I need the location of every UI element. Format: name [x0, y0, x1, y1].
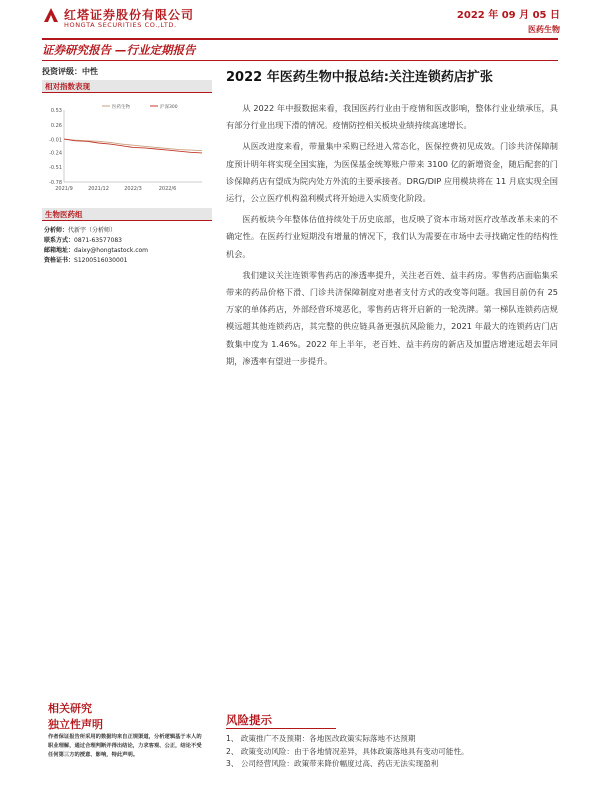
x-tick-label: 2021/12	[88, 186, 109, 192]
x-tick-label: 2022/3	[124, 186, 142, 192]
risk-divider	[226, 728, 336, 729]
analyst-info	[44, 226, 148, 266]
y-tick-label: -0.01	[49, 137, 62, 144]
y-tick-label: -0.24	[49, 150, 62, 157]
rating-value: 中性	[82, 67, 98, 76]
index-section-title: 相对指数表现	[45, 82, 90, 91]
y-tick-label: 0.53	[50, 108, 62, 114]
legend-label: 医药生物	[112, 105, 130, 110]
x-tick-label: 2022/6	[158, 186, 177, 192]
series-line	[64, 139, 202, 153]
analyst-row: 分析师：代新宇（分析师）	[44, 227, 117, 234]
body-paragraph: 医药板块今年整体估值持续处于历史底部，也反映了资本市场对医疗改革改革未来的不确定性。在医药行业短期没有增量的情况下，我们认为需要在市场中去寻找确定性的结构性机会。	[226, 214, 558, 259]
body-paragraph: 从 2022 年中报数据来看，我国医药行业由于疫情和医改影响，整体行业业绩承压，具有部分行业出现下滑的情况。疫情防控相关板块业绩持续高速增长。	[226, 103, 558, 131]
risk-item: 1、 政策推广不及预期：各地医改政策实际落地不达预期	[226, 734, 416, 743]
header-divider-thin	[42, 60, 558, 61]
report-date: 2022 年 09 月 05 日	[456, 10, 560, 21]
analyst-row: 联系方式：0871-63577083	[44, 237, 122, 244]
y-tick-label: -0.78	[49, 180, 62, 186]
header-divider	[42, 38, 558, 40]
risk-item: 3、 公司经营风险：政策带来降价幅度过高、药店无法实现盈利	[226, 759, 439, 768]
related-research-title: 相关研究	[48, 702, 92, 715]
analyst-row: 资格证书：S1200516030001	[44, 257, 128, 264]
company-name-cn: 红塔证券股份有限公司	[64, 8, 195, 22]
independence-statement: 作者保证报告所采用的数据均来自正规渠道，分析逻辑基于本人的职业理解，通过合理判断并得出结论，力求客观、公正，结论不受任何第三方的授意、影响，特此声明。	[48, 734, 202, 758]
risk-title: 风险提示	[226, 713, 272, 727]
report-title: 2022 年医药生物中报总结:关注连锁药店扩张	[226, 70, 493, 85]
legend-label: 沪深300	[160, 105, 178, 110]
risk-item: 2、 政策变动风险：由于各地情况差异，具体政策落地具有变动可能性。	[226, 746, 469, 756]
index-section-header	[42, 80, 212, 93]
y-tick-label: -0.51	[49, 165, 62, 172]
risk-list	[226, 733, 566, 771]
team-section-title: 生物医药组	[45, 210, 83, 219]
body-paragraph: 从医改进度来看，带量集中采购已经进入常态化，医保控费初见成效。门诊共济保障制度预计明年将实现全国实施，为医保基金统筹账户带来 3100 亿的新增资金，随后配套的门诊保障药店有望成为院内处方外流的主要承接者。DRG/DIP 应用模块将在 11 月底实现全国运行，公立医疗机构盈利模式将开始进入实质变化阶段。	[226, 141, 558, 204]
hongta-logo-icon	[42, 6, 60, 24]
investment-rating	[42, 66, 98, 77]
rating-label: 投资评级：	[42, 67, 82, 76]
report-body	[226, 100, 558, 374]
y-tick-label: 0.26	[50, 122, 62, 129]
team-section-header	[42, 208, 212, 221]
analyst-email-link[interactable]: daixy@hongtastock.com	[74, 247, 149, 254]
company-name-en: HONGTA SECURITIES CO.,LTD.	[64, 21, 177, 29]
independence-title: 独立性声明	[48, 718, 103, 731]
relative-index-chart	[42, 98, 212, 196]
report-type: 证券研究报告 —行业定期报告	[42, 43, 196, 57]
x-tick-label: 2021/9	[55, 186, 73, 192]
report-sector: 医药生物	[528, 25, 560, 34]
analyst-row: 邮箱地址：daixy@hongtastock.com	[44, 247, 149, 254]
body-paragraph: 我们建议关注连锁零售药店的渗透率提升，关注老百姓、益丰药房。零售药店面临集采带来的药品价格下滑、门诊共济保障制度对患者支付方式的改变等问题。我国目前仍有 25 万家的单体药店，外部经营环境恶化，零售药店将开启新的一轮洗牌。第一梯队连锁药店规模远超其他连锁药店，其完整的供应链具备更强抗风险能力，2021 年最大的连锁药店门店数集中度为 1.46%。2022 年上半年，老百姓、益丰药房的新店及加盟店增速远超去年同期，渗透率有望进一步提升。	[226, 269, 558, 366]
